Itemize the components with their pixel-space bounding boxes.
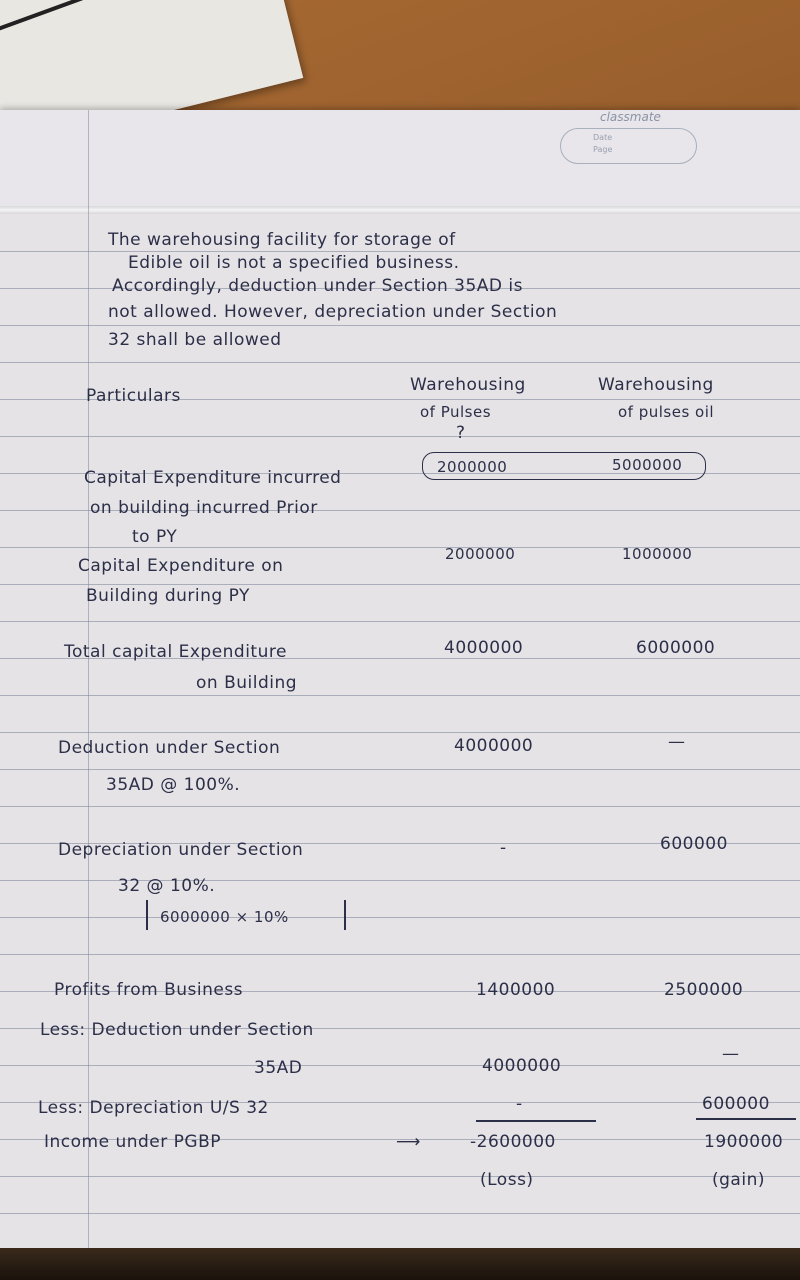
cell-col-a: 4000000 <box>444 638 524 658</box>
intro-line-5: 32 shall be allowed <box>108 330 282 350</box>
row-label: 32 @ 10%. <box>118 876 216 896</box>
intro-line-3: Accordingly, deduction under Section 35AD is <box>112 276 524 296</box>
row-label: 35AD @ 100%. <box>106 775 241 795</box>
row-label: Less: Depreciation U/S 32 <box>38 1098 269 1118</box>
cell-col-b: 6000000 <box>636 638 716 658</box>
header-col-a-line2: of Pulses <box>420 403 492 421</box>
header-particulars: Particulars <box>86 386 181 406</box>
intro-line-1: The warehousing facility for storage of <box>108 230 456 250</box>
row-label: Building during PY <box>86 586 250 606</box>
row-label: 35AD <box>254 1058 303 1078</box>
row-label: on Building <box>196 673 298 693</box>
cell-col-b: — <box>668 732 686 752</box>
cell-col-b: 2500000 <box>664 980 744 1000</box>
row-label: Profits from Business <box>54 980 244 1000</box>
row-label: on building incurred Prior <box>90 498 318 518</box>
header-col-b-line2: of pulses oil <box>618 403 715 421</box>
cell-col-a: 4000000 <box>482 1056 562 1076</box>
page-label: Page <box>593 145 613 154</box>
notebook-top-strip <box>0 110 800 210</box>
cell-col-a: - <box>516 1094 523 1114</box>
row-label: Less: Deduction under Section <box>40 1020 314 1040</box>
cell-col-b: — <box>722 1044 740 1064</box>
cell-col-a: - <box>500 838 507 858</box>
intro-line-2: Edible oil is not a specified business. <box>128 253 460 273</box>
notebook-brand: classmate <box>600 110 661 124</box>
total-underline-b <box>696 1118 796 1120</box>
row-label: Capital Expenditure incurred <box>84 468 342 488</box>
cell-col-b: 1000000 <box>622 545 693 563</box>
header-col-a-line1: Warehousing <box>410 375 526 395</box>
cell-col-a: -2600000 <box>470 1132 556 1152</box>
cell-col-b: 5000000 <box>612 456 683 474</box>
row-label: Depreciation under Section <box>58 840 304 860</box>
row-label: to PY <box>132 527 178 547</box>
row-label: Income under PGBP <box>44 1132 221 1152</box>
arrow-icon: ⟶ <box>396 1132 421 1152</box>
margin-line <box>88 110 89 1252</box>
row-label: Capital Expenditure on <box>78 556 284 576</box>
row-label: Deduction under Section <box>58 738 281 758</box>
cell-col-b: 600000 <box>702 1094 770 1114</box>
bottom-shadow <box>0 1248 800 1280</box>
notebook-page <box>0 110 800 1252</box>
cell-col-a: 2000000 <box>437 458 508 476</box>
cell-col-a-note: (Loss) <box>480 1170 534 1190</box>
cell-col-b-note: (gain) <box>712 1170 765 1190</box>
cell-col-a: 1400000 <box>476 980 556 1000</box>
calc-note: 6000000 × 10% <box>160 908 289 926</box>
row-label: Total capital Expenditure <box>64 642 287 662</box>
cell-col-b: 600000 <box>660 834 728 854</box>
date-label: Date <box>593 133 613 142</box>
cell-col-b: 1900000 <box>704 1132 784 1152</box>
header-col-b-line1: Warehousing <box>598 375 714 395</box>
cell-col-a: 4000000 <box>454 736 534 756</box>
header-col-a-mark: ? <box>456 423 466 443</box>
total-underline-a <box>476 1120 596 1122</box>
date-page-box <box>560 128 697 164</box>
cell-col-a: 2000000 <box>445 545 516 563</box>
page-fold <box>0 206 800 214</box>
intro-line-4: not allowed. However, depreciation under Section <box>108 302 558 322</box>
